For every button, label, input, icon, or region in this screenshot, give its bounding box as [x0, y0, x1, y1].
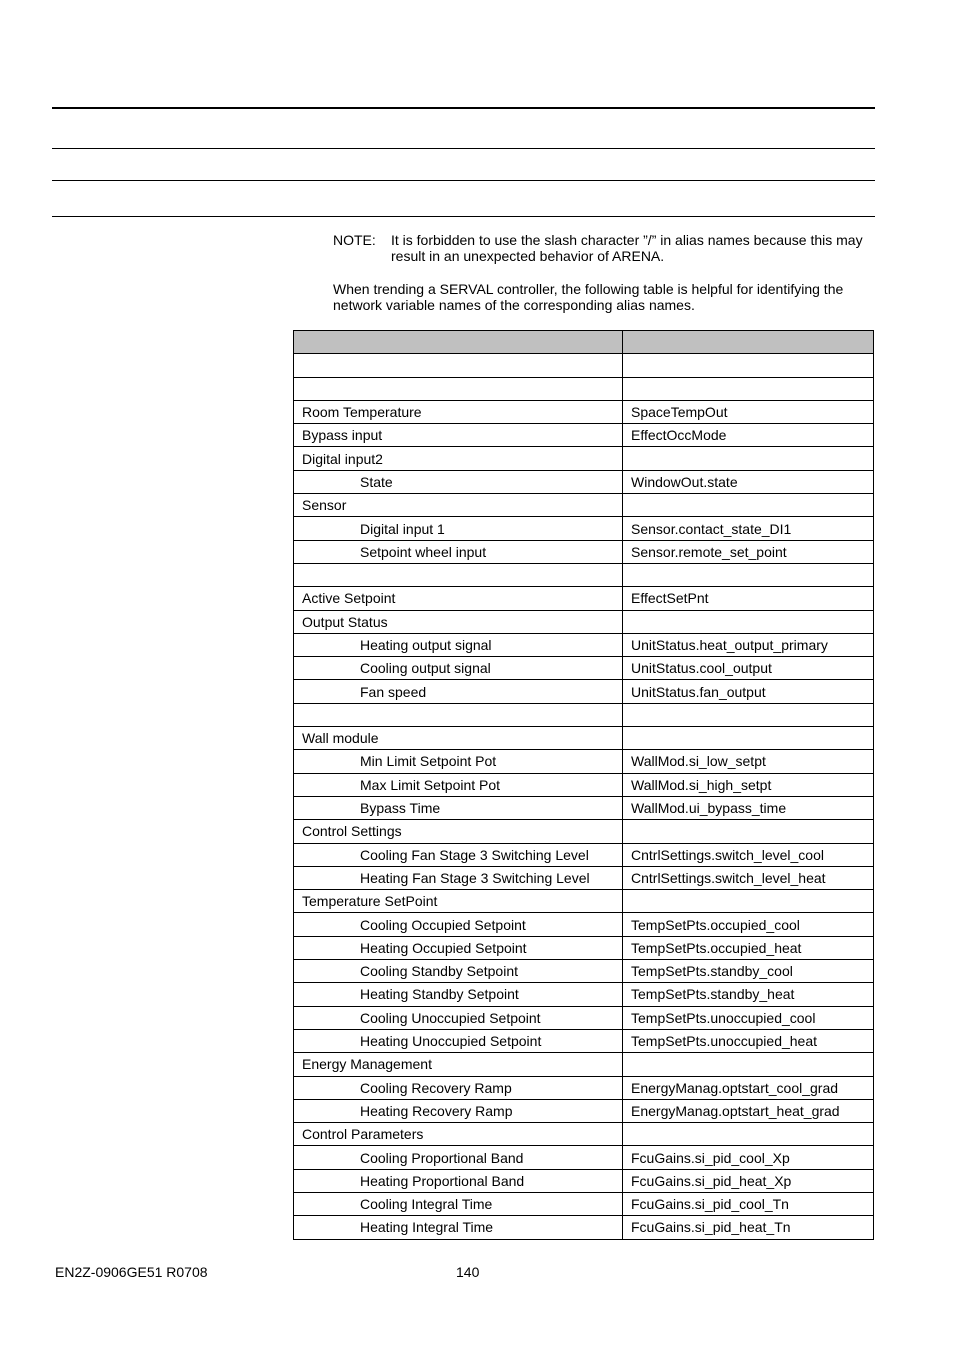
- alias-name-cell: [294, 563, 623, 586]
- alias-name-cell: Temperature SetPoint: [294, 890, 623, 913]
- table-row: [294, 1099, 874, 1122]
- network-variable-cell: [623, 610, 874, 633]
- top-rule: [52, 107, 875, 109]
- table-header-row: [294, 331, 874, 354]
- network-variable-cell: FcuGains.si_pid_heat_Xp: [623, 1169, 874, 1192]
- network-variable-cell: UnitStatus.cool_output: [623, 657, 874, 680]
- alias-name-cell: Cooling Recovery Ramp: [294, 1076, 623, 1099]
- network-variable-cell: [623, 563, 874, 586]
- alias-name-cell: Heating Standby Setpoint: [294, 983, 623, 1006]
- network-variable-cell: [623, 820, 874, 843]
- table-row: [294, 680, 874, 703]
- alias-name-cell: Heating output signal: [294, 633, 623, 656]
- alias-name-cell: Setpoint wheel input: [294, 540, 623, 563]
- footer-page-number: 140: [456, 1264, 480, 1280]
- network-variable-cell: UnitStatus.heat_output_primary: [623, 633, 874, 656]
- header-cell-alias: [294, 331, 623, 354]
- table-row: [294, 517, 874, 540]
- alias-name-cell: Digital input 1: [294, 517, 623, 540]
- alias-name-cell: Cooling Integral Time: [294, 1192, 623, 1215]
- table-row: [294, 563, 874, 586]
- alias-table: [293, 330, 874, 1240]
- network-variable-cell: WallMod.si_low_setpt: [623, 750, 874, 773]
- alias-name-cell: Heating Fan Stage 3 Switching Level: [294, 866, 623, 889]
- alias-name-cell: Energy Management: [294, 1053, 623, 1076]
- network-variable-cell: EffectSetPnt: [623, 587, 874, 610]
- table-row: [294, 1006, 874, 1029]
- table-row: [294, 633, 874, 656]
- table-row: [294, 424, 874, 447]
- alias-name-cell: [294, 377, 623, 400]
- network-variable-cell: [623, 1123, 874, 1146]
- network-variable-cell: [623, 1053, 874, 1076]
- network-variable-cell: UnitStatus.fan_output: [623, 680, 874, 703]
- table-row: [294, 936, 874, 959]
- intro-paragraph: When trending a SERVAL controller, the following table is helpful for identifying the network variable names of the corresponding alias names.: [333, 281, 844, 313]
- alias-name-cell: Control Parameters: [294, 1123, 623, 1146]
- table-row: [294, 983, 874, 1006]
- table-row: [294, 796, 874, 819]
- note-text: It is forbidden to use the slash character ”/” in alias names because this may result in an unexpected behavior of ARENA.: [391, 232, 863, 264]
- alias-name-cell: [294, 354, 623, 377]
- network-variable-cell: EnergyManag.optstart_heat_grad: [623, 1099, 874, 1122]
- network-variable-cell: TempSetPts.unoccupied_heat: [623, 1029, 874, 1052]
- table-row: [294, 866, 874, 889]
- network-variable-cell: TempSetPts.standby_heat: [623, 983, 874, 1006]
- table-row: [294, 750, 874, 773]
- alias-name-cell: [294, 703, 623, 726]
- network-variable-cell: CntrlSettings.switch_level_cool: [623, 843, 874, 866]
- network-variable-cell: SpaceTempOut: [623, 400, 874, 423]
- network-variable-cell: WallMod.si_high_setpt: [623, 773, 874, 796]
- alias-name-cell: Cooling Fan Stage 3 Switching Level: [294, 843, 623, 866]
- table-row: [294, 587, 874, 610]
- network-variable-cell: EffectOccMode: [623, 424, 874, 447]
- alias-name-cell: Cooling output signal: [294, 657, 623, 680]
- alias-name-cell: Sensor: [294, 494, 623, 517]
- alias-name-cell: Cooling Occupied Setpoint: [294, 913, 623, 936]
- header-rule-3: [52, 216, 875, 217]
- network-variable-cell: Sensor.remote_set_point: [623, 540, 874, 563]
- header-rule-1: [52, 148, 875, 149]
- alias-name-cell: Max Limit Setpoint Pot: [294, 773, 623, 796]
- network-variable-cell: [623, 494, 874, 517]
- alias-name-cell: Bypass Time: [294, 796, 623, 819]
- table-row: [294, 1123, 874, 1146]
- table-row: [294, 1169, 874, 1192]
- note-label: NOTE:: [333, 232, 376, 248]
- table-row: [294, 1192, 874, 1215]
- network-variable-cell: CntrlSettings.switch_level_heat: [623, 866, 874, 889]
- network-variable-cell: [623, 354, 874, 377]
- network-variable-cell: Sensor.contact_state_DI1: [623, 517, 874, 540]
- alias-name-cell: Control Settings: [294, 820, 623, 843]
- network-variable-cell: FcuGains.si_pid_cool_Tn: [623, 1192, 874, 1215]
- network-variable-cell: TempSetPts.standby_cool: [623, 960, 874, 983]
- table-row: [294, 1053, 874, 1076]
- table-row: [294, 913, 874, 936]
- network-variable-cell: TempSetPts.unoccupied_cool: [623, 1006, 874, 1029]
- network-variable-cell: TempSetPts.occupied_heat: [623, 936, 874, 959]
- alias-name-cell: Room Temperature: [294, 400, 623, 423]
- alias-name-cell: Fan speed: [294, 680, 623, 703]
- table-row: [294, 540, 874, 563]
- table-row: [294, 820, 874, 843]
- table-row: [294, 354, 874, 377]
- table-row: [294, 470, 874, 493]
- alias-name-cell: Heating Proportional Band: [294, 1169, 623, 1192]
- alias-name-cell: Heating Unoccupied Setpoint: [294, 1029, 623, 1052]
- table-row: [294, 727, 874, 750]
- table-body: [294, 354, 874, 1239]
- header-rule-2: [52, 180, 875, 181]
- alias-name-cell: Heating Recovery Ramp: [294, 1099, 623, 1122]
- header-cell-nv: [623, 331, 874, 354]
- network-variable-cell: [623, 727, 874, 750]
- alias-name-cell: Cooling Unoccupied Setpoint: [294, 1006, 623, 1029]
- alias-name-cell: Heating Integral Time: [294, 1216, 623, 1239]
- alias-name-cell: State: [294, 470, 623, 493]
- table-row: [294, 657, 874, 680]
- table-row: [294, 1076, 874, 1099]
- network-variable-cell: WindowOut.state: [623, 470, 874, 493]
- network-variable-cell: [623, 890, 874, 913]
- table-row: [294, 400, 874, 423]
- alias-name-cell: Heating Occupied Setpoint: [294, 936, 623, 959]
- alias-name-cell: Cooling Standby Setpoint: [294, 960, 623, 983]
- network-variable-cell: [623, 703, 874, 726]
- alias-name-cell: Cooling Proportional Band: [294, 1146, 623, 1169]
- network-variable-cell: FcuGains.si_pid_cool_Xp: [623, 1146, 874, 1169]
- table-row: [294, 494, 874, 517]
- footer-doc-id: EN2Z-0906GE51 R0708: [55, 1264, 208, 1280]
- table-row: [294, 890, 874, 913]
- table-row: [294, 843, 874, 866]
- alias-name-cell: Wall module: [294, 727, 623, 750]
- table-row: [294, 447, 874, 470]
- table-row: [294, 1216, 874, 1239]
- table-row: [294, 1146, 874, 1169]
- network-variable-cell: TempSetPts.occupied_cool: [623, 913, 874, 936]
- table-row: [294, 703, 874, 726]
- table-row: [294, 1029, 874, 1052]
- alias-name-cell: Bypass input: [294, 424, 623, 447]
- network-variable-cell: FcuGains.si_pid_heat_Tn: [623, 1216, 874, 1239]
- network-variable-cell: [623, 447, 874, 470]
- network-variable-cell: WallMod.ui_bypass_time: [623, 796, 874, 819]
- alias-name-cell: Output Status: [294, 610, 623, 633]
- network-variable-cell: [623, 377, 874, 400]
- alias-name-cell: Min Limit Setpoint Pot: [294, 750, 623, 773]
- alias-name-cell: Digital input2: [294, 447, 623, 470]
- table-row: [294, 377, 874, 400]
- table-row: [294, 960, 874, 983]
- network-variable-cell: EnergyManag.optstart_cool_grad: [623, 1076, 874, 1099]
- alias-name-cell: Active Setpoint: [294, 587, 623, 610]
- table-row: [294, 773, 874, 796]
- table-row: [294, 610, 874, 633]
